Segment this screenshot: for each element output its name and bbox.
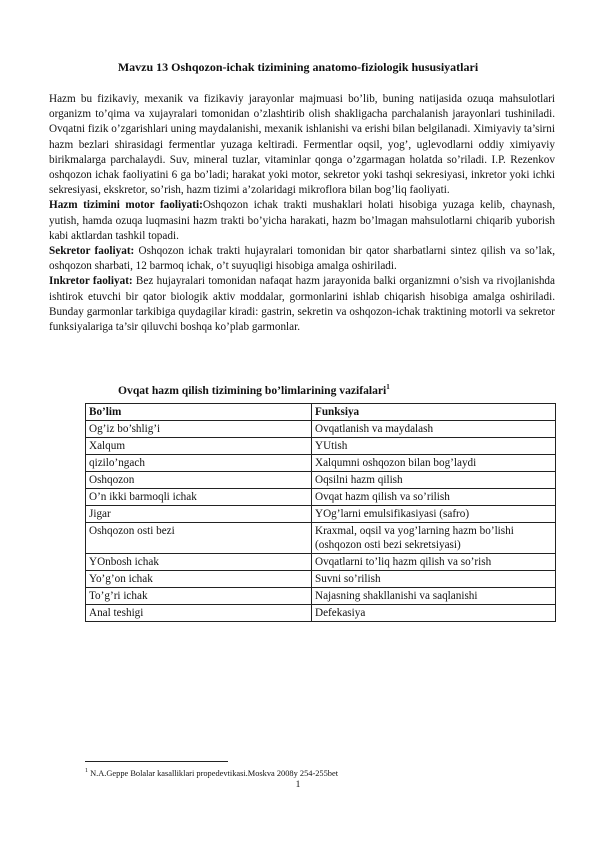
section-cell: To’g’ri ichak [86,588,312,605]
function-cell: Defekasiya [312,605,556,622]
footnote [85,768,338,778]
table-row [86,588,556,605]
table-row [86,571,556,588]
column-header-function: Funksiya [312,404,556,421]
function-cell: Ovqatlarni to’liq hazm qilish va so’rish [312,554,556,571]
sekretor-paragraph [49,244,555,274]
table-row [86,472,556,489]
page-title: Mavzu 13 Oshqozon-ichak tizimining anatomo-fiziologik hususiyatlari [117,60,479,74]
motor-paragraph [49,198,555,244]
function-cell: Ovqat hazm qilish va so’rilish [312,489,556,506]
functions-table [85,403,556,622]
section-cell: Oshqozon osti bezi [86,523,312,554]
section-cell: O’n ikki barmoqli ichak [86,489,312,506]
section-cell: YOnbosh ichak [86,554,312,571]
footnote-divider [85,761,228,762]
sekretor-text: Oshqozon ichak trakti hujayralari tomonidan bir qator sharbatlarni sintez qilish va so’lak, oshqozon sharbati, 12 barmoq ichak, o’t suyuqligi hisobiga amalga oshiriladi. [49,245,556,273]
function-cell: Kraxmal, oqsil va yog’larning hazm bo’lishi (oshqozon osti bezi sekretsiyasi) [312,523,556,554]
sekretor-heading: Sekretor faoliyat: [49,245,135,258]
page-number: 1 [295,780,301,790]
table-row [86,523,556,554]
intro-paragraph: Hazm bu fizikaviy, mexanik va fizikaviy jarayonlar majmuasi bo’lib, buning natijasida ozuqa mahsulotlari organizm to’qima va xujayralari tomonidan o’zlashtirib olish shakligacha parchalanish jarayonlari tushiniladi. Ovqatni fizik o’zgarishlari uning maydalanishi, mexanik ishlanishi va erishi bilan belgilanadi. Ximiyaviy ta’sirni hazm bezlari shirasidagi fermentlar yuzaga keltiradi. Fermentlar oqsil, yog’, uglevodlarni oddiy ximiyaviy birikmalarga parchalaydi. Suv, mineral tuzlar, vitaminlar qonga o’zgarmagan holatda so’riladi. I.P. Rezenkov oshqozon ichak faoliyatini 6 ga bo’ladi; harakat yoki motor, sekretor yoki tashqi sekresiyasi, inkretor yoki ichki sekresiyasi, ekskretor, so’rish, hazm tizimi a’zolaridagi mikroflora bilan bog’liq faoliyati. [49,93,555,197]
footnote-mark: 1 [85,768,88,774]
table-row [86,554,556,571]
motor-heading: Hazm tizimini motor faoliyati: [49,199,203,212]
table-row [86,455,556,472]
footnote-text: N.A.Geppe Bolalar kasalliklari propedevtikasi.Moskva 2008y 254-255bet [88,768,339,778]
motor-text: Oshqozon ichak trakti mushaklari holati hisobiga yuzaga kelib, chaynash, yutish, hamda ozuqa luqmasini hazm trakti bo’yicha harakati, hazm bo’lmagan mahsulotlarni chiqarib yuborish kabi aktlardan tashkil topadi. [49,199,555,242]
section-cell: qizilo’ngach [86,455,312,472]
table-row [86,489,556,506]
table-row [86,438,556,455]
body-text [49,92,555,335]
section-cell: Anal teshigi [86,605,312,622]
section-cell: Xalqum [86,438,312,455]
function-cell: Suvni so’rilish [312,571,556,588]
table-row [86,605,556,622]
column-header-section: Bo’lim [86,404,312,421]
function-cell: Oqsilni hazm qilish [312,472,556,489]
function-cell: YUtish [312,438,556,455]
table-row [86,421,556,438]
table-row [86,506,556,523]
function-cell: YOg’larni emulsifikasiyasi (safro) [312,506,556,523]
table-title [118,383,390,397]
section-cell: Jigar [86,506,312,523]
inkretor-text: Bez hujayralari tomonidan nafaqat hazm jarayonida balki organizmni o’sish va rivojlanishda ishtirok etuvchi bir qator biologik aktiv moddalar, gormonlarini ishlab chiqarish hisobiga amalga oshiriladi. Bunday garmonlar tarkibiga quydagilar kiradi: gastrin, sekretin va oshqozon-ichak traktining motorli va sekretor funksiyalariga ta’sir qiluvchi boshqa ko’plab garmonlar. [49,275,555,334]
table-header-row [86,404,556,421]
section-cell: Yo’g’on ichak [86,571,312,588]
function-cell: Ovqatlanish va maydalash [312,421,556,438]
table-footnote-mark: 1 [386,383,390,391]
section-cell: Oshqozon [86,472,312,489]
inkretor-heading: Inkretor faoliyat: [49,275,133,288]
section-cell: Og’iz bo’shlig’i [86,421,312,438]
function-cell: Xalqumni oshqozon bilan bog’laydi [312,455,556,472]
table-title-text: Ovqat hazm qilish tizimining bo’limlarining vazifalari [118,383,387,397]
inkretor-paragraph [49,274,555,335]
function-cell: Najasning shakllanishi va saqlanishi [312,588,556,605]
